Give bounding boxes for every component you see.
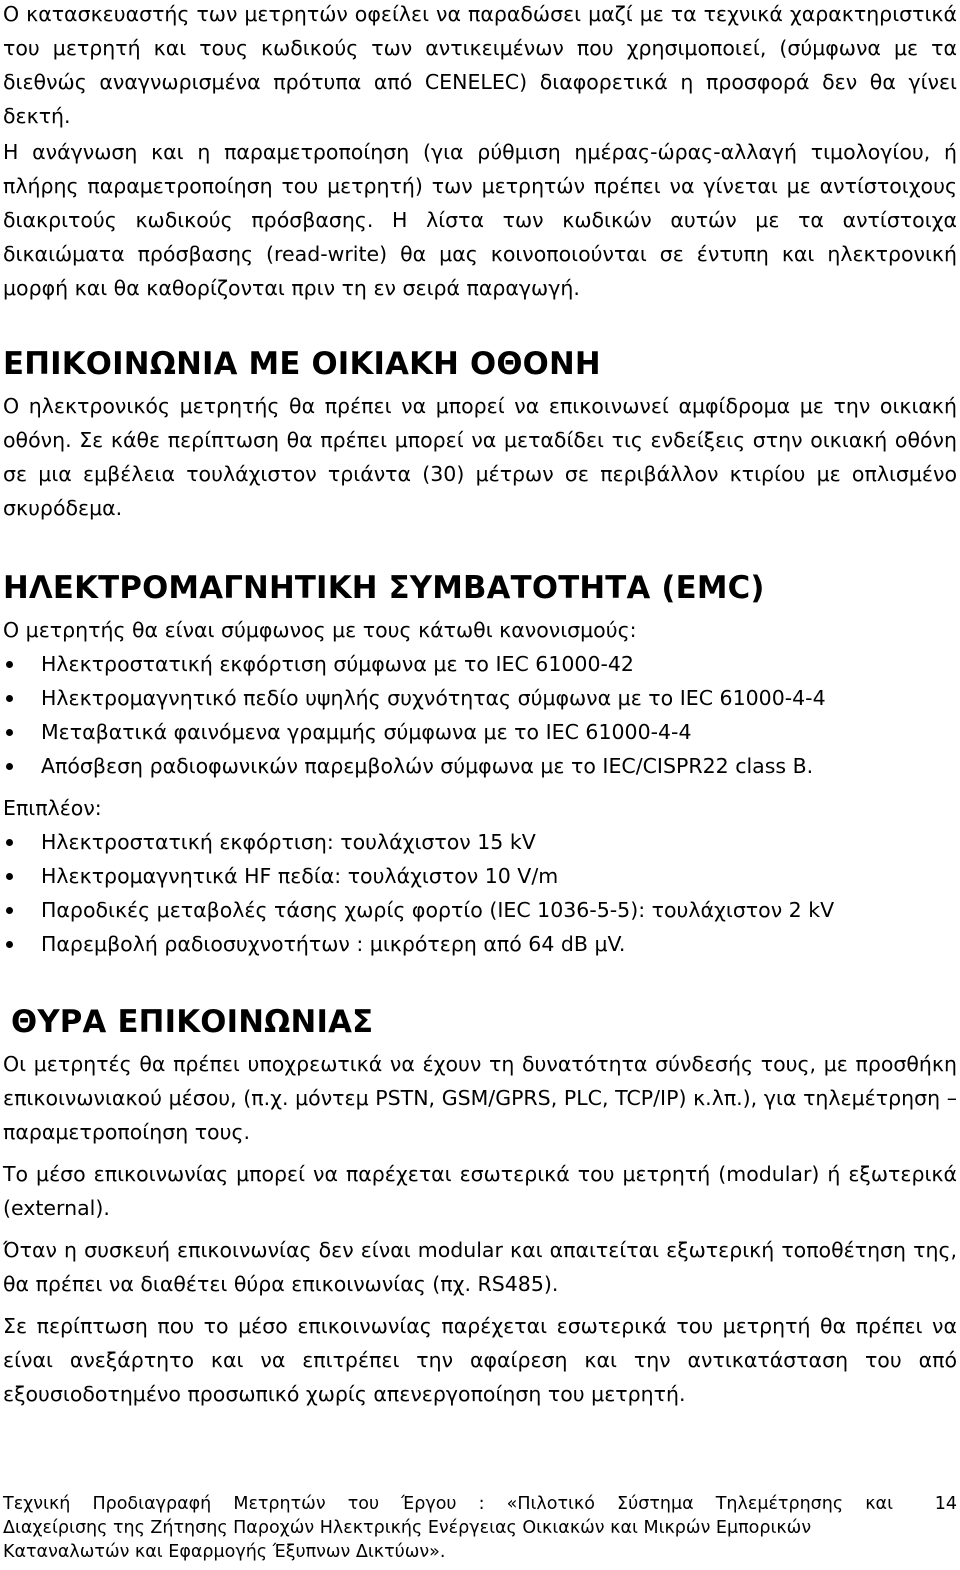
comm-port-paragraph-1: Οι μετρητές θα πρέπει υποχρεωτικά να έχουν τη δυνατότητα σύνδεσής τους, με προσθήκη επικοινωνιακού μέσου, (π.χ. μόντεμ PSTN, GSM/GPRS, PLC, TCP/IP) κ.λπ.), για τηλεμέτρηση – παραμετροποίηση τους. (3, 1052, 957, 1144)
list-item: Ηλεκτρομαγνητικά HF πεδία: τουλάχιστον 10 V/m (3, 859, 957, 893)
footer-line-1: Τεχνική Προδιαγραφή Μετρητών του Έργου : «Πιλοτικό Σύστημα Τηλεμέτρησης και (3, 1494, 893, 1514)
emc-standards-list (3, 647, 957, 783)
comm-port-paragraph-4: Σε περίπτωση που το μέσο επικοινωνίας παρέχεται εσωτερικά του μετρητή θα πρέπει να είναι ανεξάρτητο και να επιτρέπει την αφαίρεση και την αντικατάσταση του από εξουσιοδοτημένο προσωπικό χωρίς απενεργοποίηση του μετρητή. (3, 1314, 957, 1406)
bullet-icon (6, 695, 13, 702)
list-item: Ηλεκτροστατική εκφόρτιση: τουλάχιστον 15 kV (3, 825, 957, 859)
bullet-icon (6, 941, 13, 948)
footer-line-2: Διαχείρισης της Ζήτησης Παροχών Ηλεκτρικής Ενέργειας Οικιακών και Μικρών Εμπορικών (3, 1518, 812, 1538)
bullet-icon (6, 907, 13, 914)
bullet-icon (6, 729, 13, 736)
emc-extra-list (3, 825, 957, 961)
emc-extra-label: Επιπλέον: (3, 796, 102, 820)
list-item: Παροδικές μεταβολές τάσης χωρίς φορτίο (IEC 1036-5-5): τουλάχιστον 2 kV (3, 893, 957, 927)
page-number: 14 (934, 1494, 957, 1514)
emc-intro: Ο μετρητής θα είναι σύμφωνος με τους κάτωθι κανονισμούς: (3, 618, 637, 642)
list-item: Παρεμβολή ραδιοσυχνοτήτων : μικρότερη από 64 dB μV. (3, 927, 957, 961)
list-item: Ηλεκτροστατική εκφόρτιση σύμφωνα με το IEC 61000-42 (3, 647, 957, 681)
home-display-heading: ΕΠΙΚΟΙΝΩΝΙΑ ΜΕ ΟΙΚΙΑΚΗ ΟΘΟΝΗ (3, 346, 601, 382)
comm-port-paragraph-2: Το μέσο επικοινωνίας μπορεί να παρέχεται εσωτερικά του μετρητή (modular) ή εξωτερικά (external). (3, 1162, 957, 1220)
footer-line-3: Καταναλωτών και Εφαρμογής Έξυπνων Δικτύων». (3, 1542, 446, 1562)
comm-port-heading: ΘΥΡΑ ΕΠΙΚΟΙΝΩΝΙΑΣ (11, 1004, 374, 1040)
list-item: Μεταβατικά φαινόμενα γραμμής σύμφωνα με το IEC 61000-4-4 (3, 715, 957, 749)
home-display-paragraph: Ο ηλεκτρονικός μετρητής θα πρέπει να μπορεί να επικοινωνεί αμφίδρομα με την οικιακή οθόνη. Σε κάθε περίπτωση θα πρέπει μπορεί να μεταδίδει τις ενδείξεις στην οικιακή οθόνη σε μια εμβέλεια τουλάχιστον τριάντα (30) μέτρων σε περιβάλλον κτιρίου με οπλισμένο σκυρόδεμα. (3, 394, 957, 520)
bullet-icon (6, 661, 13, 668)
comm-port-paragraph-3: Όταν η συσκευή επικοινωνίας δεν είναι modular και απαιτείται εξωτερική τοποθέτηση της, θα πρέπει να διαθέτει θύρα επικοινωνίας (πχ. RS485). (3, 1238, 957, 1296)
bullet-icon (6, 873, 13, 880)
list-item: Ηλεκτρομαγνητικό πεδίο υψηλής συχνότητας σύμφωνα με το IEC 61000-4-4 (3, 681, 957, 715)
list-item: Απόσβεση ραδιοφωνικών παρεμβολών σύμφωνα με το IEC/CISPR22 class B. (3, 749, 957, 783)
bullet-icon (6, 839, 13, 846)
bullet-icon (6, 763, 13, 770)
intro-paragraph-1: Ο κατασκευαστής των μετρητών οφείλει να παραδώσει μαζί με τα τεχνικά χαρακτηριστικά του μετρητή και τους κωδικούς των αντικειμένων που χρησιμοποιεί, (σύμφωνα με τα διεθνώς αναγνωρισμένα πρότυπα από CENELEC) διαφορετικά η προσφορά δεν θα γίνει δεκτή. (3, 2, 957, 128)
emc-heading: ΗΛΕΚΤΡΟΜΑΓΝΗΤΙΚΗ ΣΥΜΒΑΤΟΤΗΤΑ (EMC) (3, 570, 765, 606)
document-page (3, 0, 957, 1411)
page-footer (3, 1492, 957, 1564)
intro-paragraph-2: Η ανάγνωση και η παραμετροποίηση (για ρύθμιση ημέρας-ώρας-αλλαγή τιμολογίου, ή πλήρης παραμετροποίηση του μετρητή) των μετρητών πρέπει να γίνεται με αντίστοιχους διακριτούς κωδικούς πρόσβασης. Η λίστα των κωδικών αυτών με τα αντίστοιχα δικαιώματα πρόσβασης (read-write) θα μας κοινοποιούνται σε έντυπη και ηλεκτρονική μορφή και θα καθορίζονται πριν τη εν σειρά παραγωγή. (3, 140, 957, 300)
